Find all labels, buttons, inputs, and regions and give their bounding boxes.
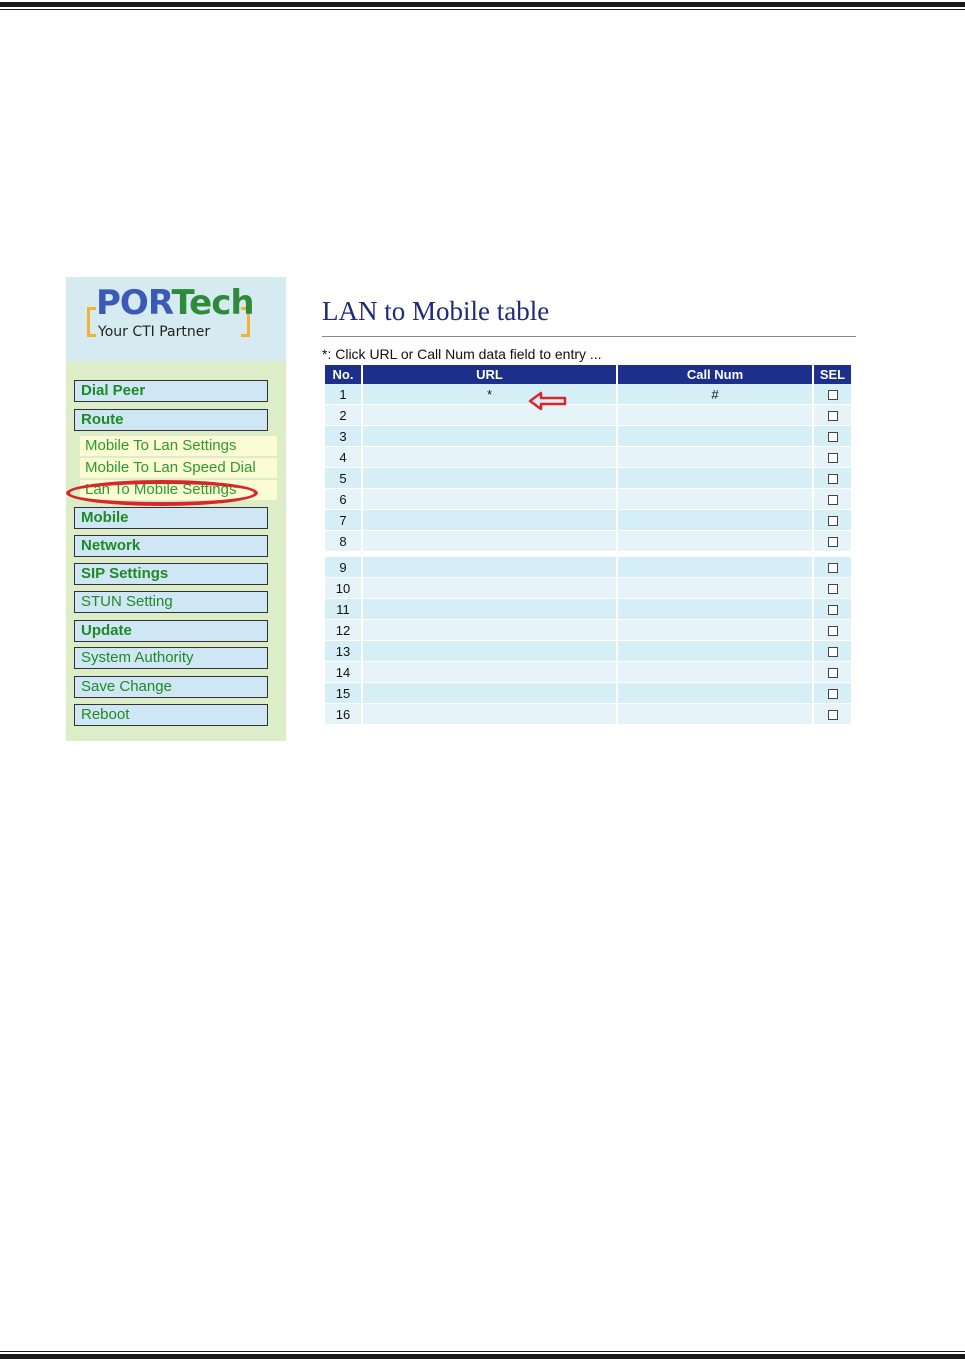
hint-text: *: Click URL or Call Num data field to entry ... xyxy=(322,346,602,362)
cell-sel xyxy=(814,468,851,489)
cell-call-num[interactable] xyxy=(618,531,812,552)
table-row xyxy=(325,662,851,683)
cell-no: 16 xyxy=(325,704,361,725)
cell-url[interactable] xyxy=(363,578,616,599)
cell-sel xyxy=(814,599,851,620)
submenu-mobile-to-lan-settings[interactable]: Mobile To Lan Settings xyxy=(80,436,277,456)
top-border-thin xyxy=(0,9,965,10)
bottom-border-thin xyxy=(0,1351,965,1352)
logo-wordmark xyxy=(96,283,254,323)
cell-call-num[interactable] xyxy=(618,489,812,510)
cell-url[interactable] xyxy=(363,641,616,662)
table-row xyxy=(325,620,851,641)
select-checkbox[interactable] xyxy=(828,453,838,463)
cell-url[interactable] xyxy=(363,599,616,620)
menu-network[interactable]: Network xyxy=(74,535,268,557)
select-checkbox[interactable] xyxy=(828,474,838,484)
table-row xyxy=(325,426,851,447)
cell-sel xyxy=(814,405,851,426)
cell-no: 7 xyxy=(325,510,361,531)
cell-sel xyxy=(814,447,851,468)
menu-system-authority[interactable]: System Authority xyxy=(74,647,268,669)
cell-call-num[interactable] xyxy=(618,426,812,447)
logo-brand-a: POR xyxy=(96,283,172,323)
cell-sel xyxy=(814,578,851,599)
logo-tagline: Your CTI Partner xyxy=(98,324,211,340)
menu-reboot[interactable]: Reboot xyxy=(74,704,268,726)
cell-url[interactable] xyxy=(363,489,616,510)
cell-call-num[interactable] xyxy=(618,641,812,662)
cell-call-num[interactable] xyxy=(618,620,812,641)
logo xyxy=(66,277,286,361)
select-checkbox[interactable] xyxy=(828,689,838,699)
top-border xyxy=(0,2,965,7)
cell-sel xyxy=(814,531,851,552)
col-header-url: URL xyxy=(363,365,616,384)
title-divider xyxy=(322,336,856,337)
menu-mobile[interactable]: Mobile xyxy=(74,507,268,529)
cell-url[interactable] xyxy=(363,620,616,641)
cell-no: 10 xyxy=(325,578,361,599)
submenu-mobile-to-lan-speed-dial[interactable]: Mobile To Lan Speed Dial xyxy=(80,458,277,478)
menu-sip-settings[interactable]: SIP Settings xyxy=(74,563,268,585)
table-row xyxy=(325,641,851,662)
cell-sel xyxy=(814,620,851,641)
cell-call-num[interactable] xyxy=(618,578,812,599)
table-row xyxy=(325,489,851,510)
cell-no: 12 xyxy=(325,620,361,641)
cell-sel xyxy=(814,704,851,725)
col-header-sel: SEL xyxy=(814,365,851,384)
select-checkbox[interactable] xyxy=(828,537,838,547)
table-row xyxy=(325,599,851,620)
cell-call-num[interactable] xyxy=(618,704,812,725)
select-checkbox[interactable] xyxy=(828,647,838,657)
cell-sel xyxy=(814,489,851,510)
table-row xyxy=(325,468,851,489)
cell-url[interactable] xyxy=(363,510,616,531)
cell-url[interactable] xyxy=(363,552,616,578)
cell-call-num[interactable] xyxy=(618,510,812,531)
select-checkbox[interactable] xyxy=(828,516,838,526)
menu-save-change[interactable]: Save Change xyxy=(74,676,268,698)
page-title: LAN to Mobile table xyxy=(322,296,550,326)
cell-no: 2 xyxy=(325,405,361,426)
select-checkbox[interactable] xyxy=(828,668,838,678)
cell-url[interactable] xyxy=(363,468,616,489)
cell-sel xyxy=(814,384,851,405)
cell-sel xyxy=(814,683,851,704)
cell-url[interactable] xyxy=(363,447,616,468)
logo-brand-b: Tech xyxy=(171,283,254,323)
menu-route[interactable]: Route xyxy=(74,409,268,431)
cell-no: 3 xyxy=(325,426,361,447)
cell-call-num[interactable] xyxy=(618,599,812,620)
cell-call-num[interactable]: # xyxy=(618,384,812,405)
sidebar xyxy=(66,277,286,741)
cell-url[interactable] xyxy=(363,531,616,552)
bottom-border xyxy=(0,1354,965,1359)
col-header-no: No. xyxy=(325,365,361,384)
submenu-lan-to-mobile-settings[interactable]: Lan To Mobile Settings xyxy=(80,480,277,500)
cell-no: 1 xyxy=(325,384,361,405)
select-checkbox[interactable] xyxy=(828,710,838,720)
table-row xyxy=(325,683,851,704)
cell-call-num[interactable] xyxy=(618,447,812,468)
cell-call-num[interactable] xyxy=(618,468,812,489)
cell-sel xyxy=(814,426,851,447)
cell-call-num[interactable] xyxy=(618,552,812,578)
table-row xyxy=(325,578,851,599)
table-row xyxy=(325,447,851,468)
cell-sel xyxy=(814,662,851,683)
select-checkbox[interactable] xyxy=(828,563,838,573)
table-row xyxy=(325,531,851,552)
table-row xyxy=(325,704,851,725)
table-body xyxy=(325,384,851,725)
select-checkbox[interactable] xyxy=(828,411,838,421)
cell-no: 4 xyxy=(325,447,361,468)
menu-stun-setting[interactable]: STUN Setting xyxy=(74,591,268,613)
table-row xyxy=(325,405,851,426)
cell-call-num[interactable] xyxy=(618,662,812,683)
cell-no: 5 xyxy=(325,468,361,489)
select-checkbox[interactable] xyxy=(828,605,838,615)
logo-bracket-left xyxy=(87,307,96,337)
table-row xyxy=(325,552,851,578)
select-checkbox[interactable] xyxy=(828,432,838,442)
menu-update[interactable]: Update xyxy=(74,620,268,642)
table-row xyxy=(325,384,851,405)
cell-no: 6 xyxy=(325,489,361,510)
cell-no: 15 xyxy=(325,683,361,704)
cell-url[interactable] xyxy=(363,426,616,447)
table-row xyxy=(325,510,851,531)
menu-dial-peer[interactable]: Dial Peer xyxy=(74,380,268,402)
select-checkbox[interactable] xyxy=(828,584,838,594)
cell-url[interactable] xyxy=(363,683,616,704)
select-checkbox[interactable] xyxy=(828,390,838,400)
cell-call-num[interactable] xyxy=(618,405,812,426)
select-checkbox[interactable] xyxy=(828,495,838,505)
table-header-row xyxy=(325,365,851,384)
cell-no: 14 xyxy=(325,662,361,683)
select-checkbox[interactable] xyxy=(828,626,838,636)
cell-sel xyxy=(814,552,851,578)
cell-sel xyxy=(814,641,851,662)
cell-no: 13 xyxy=(325,641,361,662)
cell-sel xyxy=(814,510,851,531)
col-header-call-num: Call Num xyxy=(618,365,812,384)
cell-no: 8 xyxy=(325,531,361,552)
cell-url[interactable]: * xyxy=(363,384,616,405)
cell-call-num[interactable] xyxy=(618,683,812,704)
cell-no: 9 xyxy=(325,552,361,578)
cell-url[interactable] xyxy=(363,405,616,426)
cell-no: 11 xyxy=(325,599,361,620)
lan-to-mobile-table xyxy=(323,365,853,725)
cell-url[interactable] xyxy=(363,662,616,683)
cell-url[interactable] xyxy=(363,704,616,725)
